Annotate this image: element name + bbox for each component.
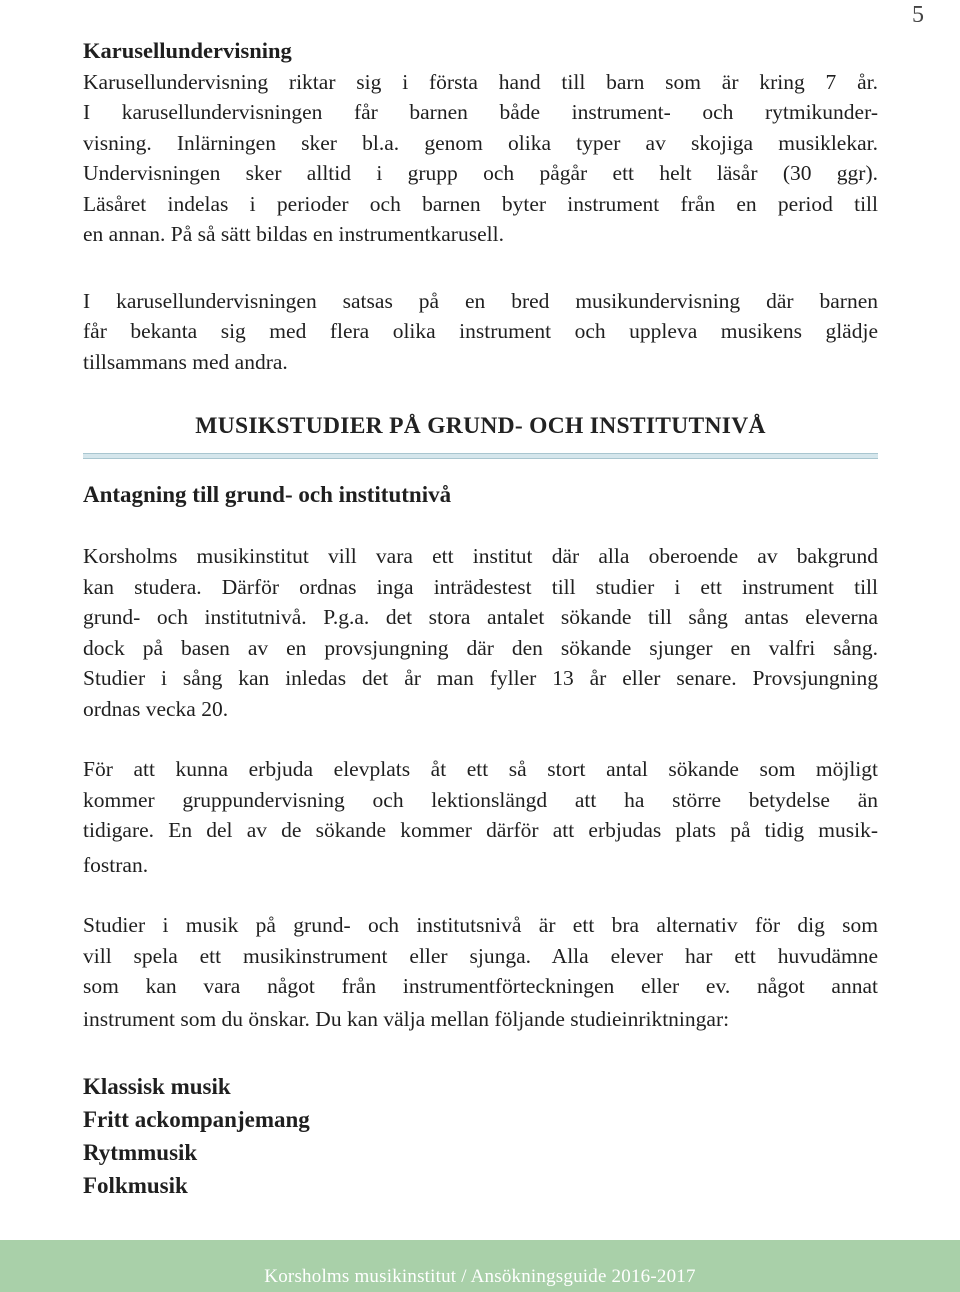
text-line: som kan vara något från instrumentförteckningen eller ev. något annat	[83, 974, 878, 998]
text-line: en annan. På så sätt bildas en instrumentkarusell.	[83, 222, 504, 246]
section-divider	[83, 453, 878, 459]
text-line: visning. Inlärningen sker bl.a. genom olika typer av skojiga musiklekar.	[83, 130, 878, 155]
text-line: Studier i sång kan inledas det år man fyller 13 år eller senare. Provsjungning	[83, 666, 878, 690]
text-line: instrument som du önskar. Du kan välja mellan följande studieinriktningar:	[83, 1006, 730, 1031]
list-item: Fritt ackompanjemang	[83, 1107, 310, 1132]
study-directions-list	[83, 1070, 878, 1202]
spacer	[83, 250, 878, 286]
footer-band	[0, 1240, 960, 1292]
spacer	[83, 724, 878, 754]
text-line: Undervisningen sker alltid i grupp och pågår ett helt läsår (30 ggr).	[83, 161, 878, 185]
text-line: tidigare. En del av de sökande kommer därför att erbjudas plats på tidig musik-	[83, 818, 878, 842]
list-item: Klassisk musik	[83, 1074, 231, 1099]
text-line: För att kunna erbjuda elevplats åt ett så stort antal sökande som möjligt	[83, 757, 878, 781]
spacer	[83, 1034, 878, 1070]
footer-text: Korsholms musikinstitut / Ansökningsguide 2016-2017	[264, 1266, 696, 1287]
page-content	[83, 36, 878, 1202]
text-line: vill spela ett musikinstrument eller sjunga. Alla elever har ett huvudämne	[83, 943, 878, 968]
text-line: fostran.	[83, 852, 149, 877]
section-title: MUSIKSTUDIER PÅ GRUND- OCH INSTITUTNIVÅ	[195, 413, 766, 439]
text-line: får bekanta sig med flera olika instrument och uppleva musikens glädje	[83, 319, 878, 343]
list-item: Folkmusik	[83, 1173, 188, 1198]
admission-subheading: Antagning till grund- och institutnivå	[83, 482, 452, 507]
page-number: 5	[912, 2, 924, 28]
text-line: grund- och institutnivå. P.g.a. det stora antalet sökande till sång antas eleverna	[83, 605, 878, 629]
spacer	[83, 880, 878, 910]
text-line: I karusellundervisningen satsas på en bred musikundervisning där barnen	[83, 288, 878, 313]
karusell-paragraph-1	[83, 67, 878, 250]
admission-paragraph-2	[83, 754, 878, 880]
text-line: dock på basen av en provsjungning där den sökande sjunger en valfri sång.	[83, 635, 878, 660]
admission-paragraph-3	[83, 910, 878, 1034]
text-line: kan studera. Därför ordnas inga inträdestest till studier i ett instrument till	[83, 574, 878, 599]
text-line: tillsammans med andra.	[83, 349, 288, 374]
text-line: I karusellundervisningen får barnen både instrument- och rytmikunder-	[83, 100, 878, 124]
text-line: Karusellundervisning riktar sig i första hand till barn som är kring 7 år.	[83, 69, 878, 94]
list-item: Rytmmusik	[83, 1140, 198, 1165]
text-line: kommer gruppundervisning och lektionslängd att ha större betydelse än	[83, 787, 878, 812]
admission-paragraph-1	[83, 541, 878, 724]
text-line: ordnas vecka 20.	[83, 696, 229, 721]
text-line: Studier i musik på grund- och institutsnivå är ett bra alternativ för dig som	[83, 913, 878, 937]
karusell-heading: Karusellundervisning	[83, 38, 292, 63]
text-line: Korsholms musikinstitut vill vara ett institut där alla oberoende av bakgrund	[83, 544, 878, 568]
karusell-paragraph-2	[83, 286, 878, 378]
text-line: Läsåret indelas i perioder och barnen byter instrument från en period till	[83, 191, 878, 216]
